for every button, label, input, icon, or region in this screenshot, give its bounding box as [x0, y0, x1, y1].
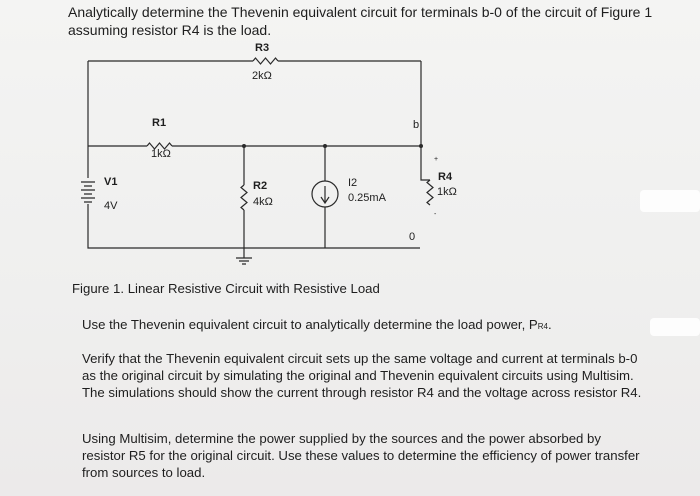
junction-dot [419, 144, 423, 148]
battery-v1-symbol [81, 182, 95, 202]
r4-name-label: R4 [438, 171, 453, 183]
plus-polarity-mark: + [434, 156, 439, 163]
r1-value-label: 1kΩ [151, 148, 171, 160]
instruction-paragraph-3: Using Multisim, determine the power supplied by the sources and the power absorbed by resistor R5 for the original circuit. Use these values to determine the efficiency of power transfer from sources to load. [82, 431, 640, 480]
resistor-r2-symbol [241, 185, 247, 210]
v1-value-label: 4V [104, 200, 118, 212]
screen-glare [650, 318, 700, 336]
problem-heading: Analytically determine the Thevenin equivalent circuit for terminals b-0 of the circuit of Figure 1 assuming resistor R4 is the load. [68, 4, 653, 38]
r2-name-label: R2 [253, 180, 268, 192]
r3-value-label: 2kΩ [252, 70, 272, 82]
figure-caption: Figure 1. Linear Resistive Circuit with Resistive Load [72, 281, 380, 296]
wire [88, 204, 420, 248]
v1-name-label: V1 [104, 176, 118, 188]
i2-name-label: I2 [348, 177, 358, 189]
resistor-r4-symbol [427, 180, 433, 205]
resistor-r3-symbol [253, 58, 278, 64]
paragraph-text: Use the Thevenin equivalent circuit to analytically determine the load power, P [82, 317, 538, 332]
ground-symbol [236, 248, 252, 264]
minus-polarity-mark: - [434, 211, 437, 218]
node-b-label: b [413, 119, 420, 131]
r2-value-label: 4kΩ [253, 196, 273, 208]
paragraph-end: . [547, 317, 552, 332]
subscript-text: R4 [537, 322, 548, 331]
r4-value-label: 1kΩ [437, 186, 457, 198]
i2-value-label: 0.25mA [348, 192, 386, 204]
node-0-label: 0 [409, 231, 416, 243]
r3-name-label: R3 [255, 42, 270, 54]
junction-dot [323, 144, 327, 148]
instruction-paragraph-2: Verify that the Thevenin equivalent circuit sets up the same voltage and current at terminals b-0 as the original circuit by simulating the original and Thevenin equivalent circuits using Multisim. The simulations should show the current through resistor R4 and the voltage across resistor R4. [82, 351, 642, 400]
instruction-paragraph-1 [82, 316, 642, 335]
junction-dot [242, 144, 246, 148]
current-arrow-icon [321, 186, 329, 203]
r1-name-label: R1 [152, 117, 167, 129]
wire [421, 146, 430, 180]
